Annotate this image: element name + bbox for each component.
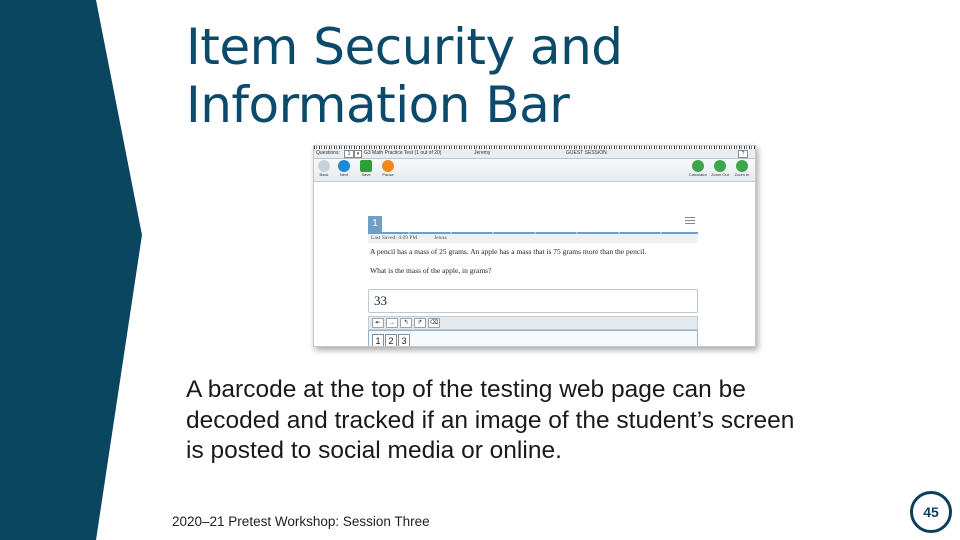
keypad-key-backspace[interactable]: ⌫: [429, 320, 439, 326]
question-select-arrow[interactable]: ▾: [354, 150, 362, 158]
keypad-key-undo[interactable]: ↰: [400, 318, 412, 328]
pause-button[interactable]: [378, 160, 398, 180]
question-stem: A pencil has a mass of 25 grams. An apple has a mass that is 75 grams more than the pencil.: [370, 247, 647, 256]
answer-field[interactable]: [368, 289, 698, 313]
next-arrow-icon: [338, 160, 350, 172]
question-prompt: What is the mass of the apple, in grams?: [370, 266, 492, 275]
side-band: [0, 0, 150, 540]
zoom-out-button[interactable]: [710, 160, 730, 180]
testing-screenshot: [313, 145, 756, 347]
zoom-out-button-label: Zoom Out: [711, 172, 729, 177]
zoom-in-icon: [736, 160, 748, 172]
title-line-1: Item Security and: [186, 18, 623, 76]
keypad-key-start[interactable]: ⇤: [372, 318, 384, 328]
body-line-2: decoded and tracked if an image of the student’s screen: [186, 406, 795, 434]
question-number: 1: [368, 216, 382, 232]
keypad-digit-3[interactable]: 3: [398, 334, 410, 347]
test-toolbar: [314, 159, 755, 182]
back-arrow-icon: [318, 160, 330, 172]
page-number: 45: [910, 491, 952, 533]
questions-label: Questions:: [316, 150, 340, 156]
slide-title: [186, 18, 623, 134]
last-saved: Last Saved: 4:09 PM: [371, 235, 418, 241]
save-icon: [360, 160, 372, 172]
keypad-digits: [368, 330, 698, 347]
back-button-label: Back: [319, 172, 329, 177]
body-line-1: A barcode at the top of the testing web page can be: [186, 376, 746, 403]
save-button-label: Save: [361, 172, 371, 177]
question-select[interactable]: 1: [344, 150, 354, 158]
zoom-out-icon: [714, 160, 726, 172]
slide-footer: 2020–21 Pretest Workshop: Session Three: [172, 514, 430, 529]
pause-button-label: Pause: [382, 172, 394, 177]
body-line-3: is posted to social media or online.: [186, 437, 562, 464]
question-meta: [368, 234, 698, 243]
title-line-2: Information Bar: [186, 76, 570, 134]
session-id: GUEST SESSION: [566, 150, 607, 156]
help-icon[interactable]: ?: [738, 150, 748, 158]
next-button[interactable]: [334, 160, 354, 180]
save-button[interactable]: [356, 160, 376, 180]
answer-value: 33: [374, 293, 387, 308]
calculator-icon: [692, 160, 704, 172]
information-bar: [314, 149, 755, 159]
slide-body: [186, 375, 916, 467]
student-name: Jeremy: [474, 150, 491, 156]
keypad-toolbar: [368, 316, 698, 330]
context-menu-icon[interactable]: [685, 217, 695, 225]
keypad-digit-1[interactable]: 1: [372, 334, 384, 347]
keypad-digit-2[interactable]: 2: [385, 334, 397, 347]
pause-icon: [382, 160, 394, 172]
zoom-in-button-label: Zoom In: [734, 172, 750, 177]
test-name: G3 Math Practice Test (1 out of 20): [364, 150, 442, 156]
zoom-in-button[interactable]: [732, 160, 752, 180]
calculator-button[interactable]: [688, 160, 708, 180]
next-button-label: Next: [339, 172, 349, 177]
keypad-key-right[interactable]: →: [386, 318, 398, 328]
keypad-key-redo[interactable]: ↱: [414, 318, 426, 328]
back-button[interactable]: [314, 160, 334, 180]
calculator-button-label: Calculator: [688, 172, 707, 177]
side-band-shape: [0, 0, 142, 540]
question-student-name: Jenna: [434, 235, 447, 241]
